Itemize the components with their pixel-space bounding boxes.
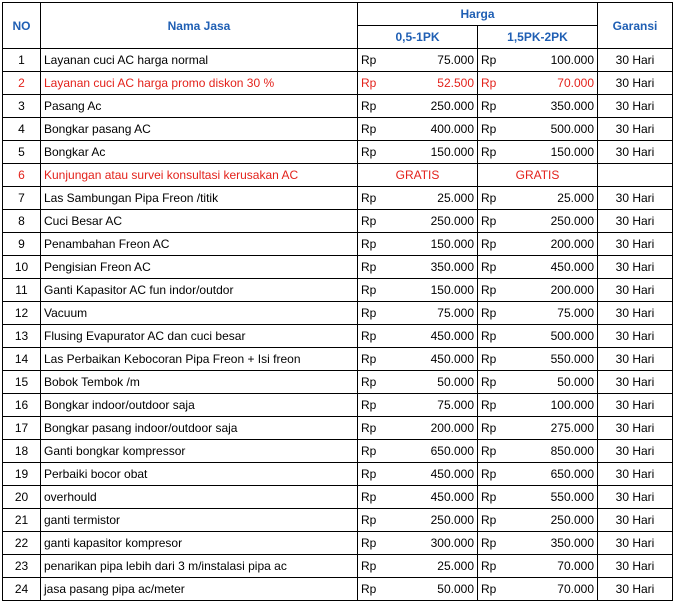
currency-label: Rp: [358, 141, 398, 164]
price-small: 150.000: [398, 141, 478, 164]
service-name: Ganti bongkar kompressor: [41, 440, 358, 463]
price-table: [2, 2, 673, 601]
header-price-large: 1,5PK-2PK: [478, 26, 598, 49]
currency-label: Rp: [478, 348, 518, 371]
price-small: 300.000: [398, 532, 478, 555]
warranty: 30 Hari: [598, 233, 673, 256]
row-number: 18: [3, 440, 41, 463]
price-large: 350.000: [518, 95, 598, 118]
currency-label: Rp: [358, 95, 398, 118]
currency-label: Rp: [358, 233, 398, 256]
table-row: [3, 302, 673, 325]
currency-label: Rp: [478, 233, 518, 256]
service-name: Flusing Evapurator AC dan cuci besar: [41, 325, 358, 348]
price-small: GRATIS: [358, 164, 478, 187]
row-number: 23: [3, 555, 41, 578]
warranty: 30 Hari: [598, 509, 673, 532]
service-name: Vacuum: [41, 302, 358, 325]
price-small: 75.000: [398, 394, 478, 417]
warranty: 30 Hari: [598, 49, 673, 72]
service-name: Layanan cuci AC harga promo diskon 30 %: [41, 72, 358, 95]
currency-label: Rp: [478, 440, 518, 463]
table-row: [3, 164, 673, 187]
warranty: 30 Hari: [598, 256, 673, 279]
service-name: Penambahan Freon AC: [41, 233, 358, 256]
price-large: 450.000: [518, 256, 598, 279]
price-large: 25.000: [518, 187, 598, 210]
currency-label: Rp: [478, 256, 518, 279]
currency-label: Rp: [358, 49, 398, 72]
currency-label: Rp: [478, 555, 518, 578]
row-number: 2: [3, 72, 41, 95]
price-small: 250.000: [398, 509, 478, 532]
service-name: ganti termistor: [41, 509, 358, 532]
currency-label: Rp: [478, 72, 518, 95]
currency-label: Rp: [478, 394, 518, 417]
currency-label: Rp: [358, 118, 398, 141]
service-name: Kunjungan atau survei konsultasi kerusakan AC: [41, 164, 358, 187]
currency-label: Rp: [358, 325, 398, 348]
row-number: 1: [3, 49, 41, 72]
warranty: 30 Hari: [598, 302, 673, 325]
currency-label: Rp: [478, 509, 518, 532]
price-large: GRATIS: [478, 164, 598, 187]
currency-label: Rp: [358, 555, 398, 578]
service-name: Pasang Ac: [41, 95, 358, 118]
warranty: 30 Hari: [598, 440, 673, 463]
price-large: 75.000: [518, 302, 598, 325]
price-large: 550.000: [518, 486, 598, 509]
table-row: [3, 210, 673, 233]
price-small: 650.000: [398, 440, 478, 463]
currency-label: Rp: [358, 509, 398, 532]
service-name: Bongkar pasang AC: [41, 118, 358, 141]
price-large: 500.000: [518, 118, 598, 141]
table-row: [3, 509, 673, 532]
row-number: 4: [3, 118, 41, 141]
service-name: Bongkar indoor/outdoor saja: [41, 394, 358, 417]
table-row: [3, 187, 673, 210]
warranty: 30 Hari: [598, 348, 673, 371]
table-body: [3, 49, 673, 601]
row-number: 9: [3, 233, 41, 256]
row-number: 5: [3, 141, 41, 164]
currency-label: Rp: [358, 532, 398, 555]
price-large: 650.000: [518, 463, 598, 486]
warranty: 30 Hari: [598, 578, 673, 601]
row-number: 13: [3, 325, 41, 348]
warranty: 30 Hari: [598, 210, 673, 233]
service-name: Bongkar Ac: [41, 141, 358, 164]
table-row: [3, 578, 673, 601]
price-small: 200.000: [398, 417, 478, 440]
table-row: [3, 233, 673, 256]
warranty: 30 Hari: [598, 463, 673, 486]
currency-label: Rp: [478, 95, 518, 118]
currency-label: Rp: [358, 187, 398, 210]
price-small: 450.000: [398, 486, 478, 509]
table-row: [3, 348, 673, 371]
price-large: 70.000: [518, 578, 598, 601]
price-large: 500.000: [518, 325, 598, 348]
table-row: [3, 279, 673, 302]
row-number: 24: [3, 578, 41, 601]
row-number: 20: [3, 486, 41, 509]
currency-label: Rp: [478, 118, 518, 141]
table-row: [3, 95, 673, 118]
price-small: 52.500: [398, 72, 478, 95]
currency-label: Rp: [358, 394, 398, 417]
warranty: 30 Hari: [598, 141, 673, 164]
currency-label: Rp: [478, 486, 518, 509]
currency-label: Rp: [478, 532, 518, 555]
currency-label: Rp: [478, 417, 518, 440]
table-row: [3, 555, 673, 578]
currency-label: Rp: [358, 486, 398, 509]
price-small: 250.000: [398, 95, 478, 118]
service-name: Perbaiki bocor obat: [41, 463, 358, 486]
warranty: 30 Hari: [598, 417, 673, 440]
currency-label: Rp: [358, 302, 398, 325]
currency-label: Rp: [358, 578, 398, 601]
row-number: 7: [3, 187, 41, 210]
table-row: [3, 532, 673, 555]
currency-label: Rp: [358, 256, 398, 279]
row-number: 8: [3, 210, 41, 233]
currency-label: Rp: [478, 325, 518, 348]
price-large: 250.000: [518, 509, 598, 532]
row-number: 10: [3, 256, 41, 279]
price-small: 50.000: [398, 578, 478, 601]
price-small: 450.000: [398, 348, 478, 371]
price-small: 450.000: [398, 325, 478, 348]
currency-label: Rp: [478, 371, 518, 394]
warranty: 30 Hari: [598, 486, 673, 509]
currency-label: Rp: [358, 463, 398, 486]
service-name: jasa pasang pipa ac/meter: [41, 578, 358, 601]
price-small: 25.000: [398, 555, 478, 578]
table-row: [3, 72, 673, 95]
currency-label: Rp: [358, 279, 398, 302]
price-large: 150.000: [518, 141, 598, 164]
header-service-name: Nama Jasa: [41, 3, 358, 49]
price-large: 70.000: [518, 555, 598, 578]
currency-label: Rp: [358, 417, 398, 440]
currency-label: Rp: [358, 210, 398, 233]
row-number: 14: [3, 348, 41, 371]
table-row: [3, 371, 673, 394]
table-row: [3, 325, 673, 348]
price-large: 50.000: [518, 371, 598, 394]
price-large: 850.000: [518, 440, 598, 463]
row-number: 3: [3, 95, 41, 118]
warranty: 30 Hari: [598, 279, 673, 302]
currency-label: Rp: [478, 187, 518, 210]
currency-label: Rp: [478, 279, 518, 302]
table-row: [3, 394, 673, 417]
price-small: 400.000: [398, 118, 478, 141]
warranty: 30 Hari: [598, 555, 673, 578]
header-price: Harga: [358, 3, 598, 26]
service-name: overhould: [41, 486, 358, 509]
row-number: 12: [3, 302, 41, 325]
table-row: [3, 486, 673, 509]
price-large: 350.000: [518, 532, 598, 555]
table-row: [3, 463, 673, 486]
row-number: 17: [3, 417, 41, 440]
warranty: 30 Hari: [598, 394, 673, 417]
warranty: 30 Hari: [598, 118, 673, 141]
row-number: 6: [3, 164, 41, 187]
currency-label: Rp: [478, 463, 518, 486]
service-name: ganti kapasitor kompresor: [41, 532, 358, 555]
price-large: 70.000: [518, 72, 598, 95]
header-price-small: 0,5-1PK: [358, 26, 478, 49]
currency-label: Rp: [358, 371, 398, 394]
warranty: [598, 164, 673, 187]
table-row: [3, 440, 673, 463]
price-small: 250.000: [398, 210, 478, 233]
table-row: [3, 417, 673, 440]
service-name: Ganti Kapasitor AC fun indor/outdor: [41, 279, 358, 302]
header-no: NO: [3, 3, 41, 49]
table-row: [3, 141, 673, 164]
table-row: [3, 118, 673, 141]
warranty: 30 Hari: [598, 95, 673, 118]
price-large: 250.000: [518, 210, 598, 233]
price-small: 150.000: [398, 233, 478, 256]
currency-label: Rp: [358, 72, 398, 95]
warranty: 30 Hari: [598, 532, 673, 555]
row-number: 15: [3, 371, 41, 394]
price-small: 350.000: [398, 256, 478, 279]
price-small: 75.000: [398, 49, 478, 72]
row-number: 11: [3, 279, 41, 302]
currency-label: Rp: [358, 440, 398, 463]
service-name: penarikan pipa lebih dari 3 m/instalasi pipa ac: [41, 555, 358, 578]
row-number: 19: [3, 463, 41, 486]
price-small: 150.000: [398, 279, 478, 302]
row-number: 16: [3, 394, 41, 417]
price-large: 200.000: [518, 233, 598, 256]
price-large: 200.000: [518, 279, 598, 302]
service-name: Layanan cuci AC harga normal: [41, 49, 358, 72]
service-name: Bongkar pasang indoor/outdoor saja: [41, 417, 358, 440]
row-number: 22: [3, 532, 41, 555]
currency-label: Rp: [478, 49, 518, 72]
price-large: 100.000: [518, 49, 598, 72]
price-small: 75.000: [398, 302, 478, 325]
header-warranty: Garansi: [598, 3, 673, 49]
currency-label: Rp: [478, 141, 518, 164]
price-large: 550.000: [518, 348, 598, 371]
service-name: Bobok Tembok /m: [41, 371, 358, 394]
price-small: 450.000: [398, 463, 478, 486]
price-large: 275.000: [518, 417, 598, 440]
currency-label: Rp: [358, 348, 398, 371]
table-row: [3, 256, 673, 279]
currency-label: Rp: [478, 302, 518, 325]
service-name: Cuci Besar AC: [41, 210, 358, 233]
warranty: 30 Hari: [598, 325, 673, 348]
price-small: 25.000: [398, 187, 478, 210]
currency-label: Rp: [478, 210, 518, 233]
price-small: 50.000: [398, 371, 478, 394]
warranty: 30 Hari: [598, 187, 673, 210]
table-row: [3, 49, 673, 72]
warranty: 30 Hari: [598, 72, 673, 95]
warranty: 30 Hari: [598, 371, 673, 394]
service-name: Las Perbaikan Kebocoran Pipa Freon + Isi freon: [41, 348, 358, 371]
service-name: Las Sambungan Pipa Freon /titik: [41, 187, 358, 210]
service-name: Pengisian Freon AC: [41, 256, 358, 279]
row-number: 21: [3, 509, 41, 532]
currency-label: Rp: [478, 578, 518, 601]
price-large: 100.000: [518, 394, 598, 417]
